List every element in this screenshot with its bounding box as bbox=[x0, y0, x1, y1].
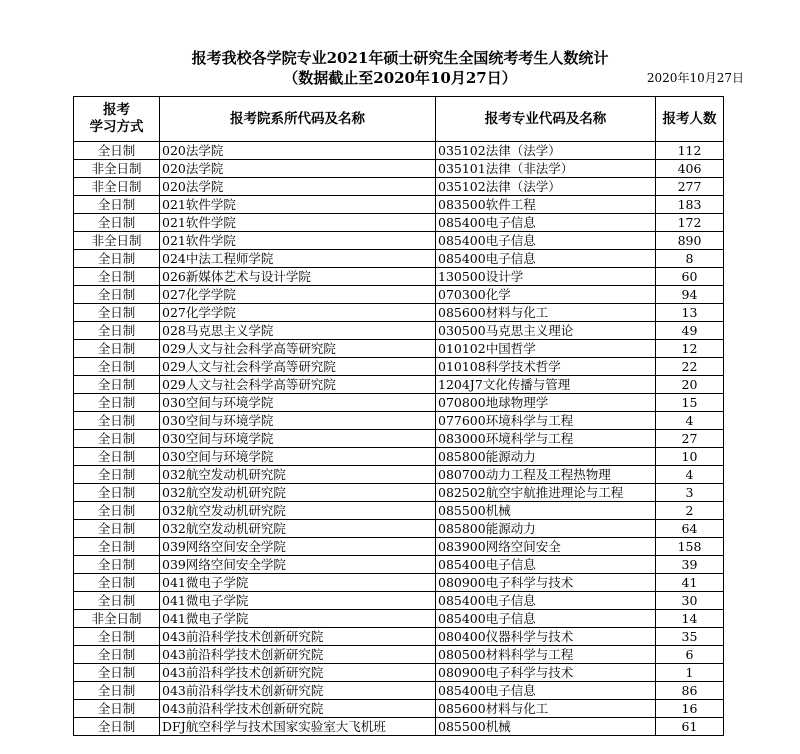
study-mode-cell: 全日制 bbox=[74, 574, 160, 592]
department-cell: 039网络空间安全学院 bbox=[160, 538, 436, 556]
major-cell: 082502航空宇航推进理论与工程 bbox=[436, 484, 656, 502]
department-cell: 030空间与环境学院 bbox=[160, 448, 436, 466]
table-row bbox=[74, 160, 724, 178]
department-cell: 026新媒体艺术与设计学院 bbox=[160, 268, 436, 286]
study-mode-cell: 全日制 bbox=[74, 268, 160, 286]
study-mode-cell: 全日制 bbox=[74, 430, 160, 448]
count-cell: 406 bbox=[656, 160, 724, 178]
study-mode-cell: 全日制 bbox=[74, 304, 160, 322]
department-cell: 028马克思主义学院 bbox=[160, 322, 436, 340]
study-mode-cell: 全日制 bbox=[74, 538, 160, 556]
count-cell: 64 bbox=[656, 520, 724, 538]
study-mode-cell: 全日制 bbox=[74, 664, 160, 682]
count-cell: 49 bbox=[656, 322, 724, 340]
major-cell: 035102法律（法学） bbox=[436, 178, 656, 196]
study-mode-cell: 全日制 bbox=[74, 646, 160, 664]
header-major: 报考专业代码及名称 bbox=[436, 97, 656, 142]
count-cell: 15 bbox=[656, 394, 724, 412]
study-mode-cell: 全日制 bbox=[74, 682, 160, 700]
department-cell: 043前沿科学技术创新研究院 bbox=[160, 682, 436, 700]
table-body bbox=[74, 142, 724, 736]
study-mode-cell: 全日制 bbox=[74, 340, 160, 358]
major-cell: 085400电子信息 bbox=[436, 214, 656, 232]
department-cell: 032航空发动机研究院 bbox=[160, 520, 436, 538]
major-cell: 085800能源动力 bbox=[436, 448, 656, 466]
major-cell: 085500机械 bbox=[436, 718, 656, 736]
table-row bbox=[74, 142, 724, 160]
study-mode-cell: 全日制 bbox=[74, 502, 160, 520]
table-row bbox=[74, 448, 724, 466]
major-cell: 085500机械 bbox=[436, 502, 656, 520]
count-cell: 277 bbox=[656, 178, 724, 196]
count-cell: 4 bbox=[656, 412, 724, 430]
major-cell: 085400电子信息 bbox=[436, 250, 656, 268]
department-cell: 030空间与环境学院 bbox=[160, 412, 436, 430]
count-cell: 6 bbox=[656, 646, 724, 664]
major-cell: 080700动力工程及工程热物理 bbox=[436, 466, 656, 484]
department-cell: 029人文与社会科学高等研究院 bbox=[160, 340, 436, 358]
page-subtitle: （数据截止至2020年10月27日） bbox=[283, 69, 517, 87]
major-cell: 1204J7文化传播与管理 bbox=[436, 376, 656, 394]
table-row bbox=[74, 250, 724, 268]
department-cell: 020法学院 bbox=[160, 142, 436, 160]
table-row bbox=[74, 196, 724, 214]
table-row bbox=[74, 286, 724, 304]
count-cell: 13 bbox=[656, 304, 724, 322]
count-cell: 94 bbox=[656, 286, 724, 304]
count-cell: 86 bbox=[656, 682, 724, 700]
report-date: 2020年10月27日 bbox=[646, 71, 744, 85]
table-row bbox=[74, 304, 724, 322]
department-cell: 030空间与环境学院 bbox=[160, 394, 436, 412]
study-mode-cell: 全日制 bbox=[74, 322, 160, 340]
table-row bbox=[74, 628, 724, 646]
major-cell: 083000环境科学与工程 bbox=[436, 430, 656, 448]
count-cell: 20 bbox=[656, 376, 724, 394]
department-cell: 021软件学院 bbox=[160, 232, 436, 250]
department-cell: 043前沿科学技术创新研究院 bbox=[160, 700, 436, 718]
table-row bbox=[74, 484, 724, 502]
major-cell: 085400电子信息 bbox=[436, 232, 656, 250]
study-mode-cell: 全日制 bbox=[74, 358, 160, 376]
department-cell: 032航空发动机研究院 bbox=[160, 502, 436, 520]
major-cell: 130500设计学 bbox=[436, 268, 656, 286]
count-cell: 61 bbox=[656, 718, 724, 736]
department-cell: 029人文与社会科学高等研究院 bbox=[160, 358, 436, 376]
table-row bbox=[74, 574, 724, 592]
department-cell: 027化学学院 bbox=[160, 304, 436, 322]
count-cell: 22 bbox=[656, 358, 724, 376]
table-row bbox=[74, 340, 724, 358]
study-mode-cell: 全日制 bbox=[74, 142, 160, 160]
major-cell: 030500马克思主义理论 bbox=[436, 322, 656, 340]
department-cell: 027化学学院 bbox=[160, 286, 436, 304]
count-cell: 10 bbox=[656, 448, 724, 466]
count-cell: 14 bbox=[656, 610, 724, 628]
table-header-row bbox=[74, 97, 724, 142]
header-department: 报考院系所代码及名称 bbox=[160, 97, 436, 142]
major-cell: 080900电子科学与技术 bbox=[436, 574, 656, 592]
study-mode-cell: 全日制 bbox=[74, 214, 160, 232]
major-cell: 085400电子信息 bbox=[436, 556, 656, 574]
department-cell: 029人文与社会科学高等研究院 bbox=[160, 376, 436, 394]
table-row bbox=[74, 430, 724, 448]
table-row bbox=[74, 718, 724, 736]
table-row bbox=[74, 358, 724, 376]
count-cell: 12 bbox=[656, 340, 724, 358]
major-cell: 070300化学 bbox=[436, 286, 656, 304]
table-row bbox=[74, 664, 724, 682]
count-cell: 39 bbox=[656, 556, 724, 574]
table-row bbox=[74, 682, 724, 700]
department-cell: 032航空发动机研究院 bbox=[160, 484, 436, 502]
department-cell: 020法学院 bbox=[160, 178, 436, 196]
count-cell: 3 bbox=[656, 484, 724, 502]
table-row bbox=[74, 592, 724, 610]
table-row bbox=[74, 322, 724, 340]
study-mode-cell: 全日制 bbox=[74, 412, 160, 430]
table-row bbox=[74, 610, 724, 628]
count-cell: 41 bbox=[656, 574, 724, 592]
study-mode-cell: 全日制 bbox=[74, 250, 160, 268]
study-mode-cell: 全日制 bbox=[74, 556, 160, 574]
major-cell: 010108科学技术哲学 bbox=[436, 358, 656, 376]
major-cell: 085400电子信息 bbox=[436, 592, 656, 610]
study-mode-cell: 全日制 bbox=[74, 592, 160, 610]
table-row bbox=[74, 556, 724, 574]
department-cell: 021软件学院 bbox=[160, 214, 436, 232]
department-cell: 030空间与环境学院 bbox=[160, 430, 436, 448]
department-cell: 032航空发动机研究院 bbox=[160, 466, 436, 484]
table-row bbox=[74, 520, 724, 538]
table-row bbox=[74, 502, 724, 520]
table-row bbox=[74, 232, 724, 250]
study-mode-cell: 全日制 bbox=[74, 196, 160, 214]
department-cell: 021软件学院 bbox=[160, 196, 436, 214]
study-mode-cell: 全日制 bbox=[74, 448, 160, 466]
study-mode-cell: 非全日制 bbox=[74, 232, 160, 250]
count-cell: 27 bbox=[656, 430, 724, 448]
department-cell: 041微电子学院 bbox=[160, 592, 436, 610]
study-mode-cell: 全日制 bbox=[74, 718, 160, 736]
table-row bbox=[74, 646, 724, 664]
page-title: 报考我校各学院专业2021年硕士研究生全国统考考生人数统计 bbox=[191, 49, 609, 67]
count-cell: 4 bbox=[656, 466, 724, 484]
table-row bbox=[74, 700, 724, 718]
count-cell: 2 bbox=[656, 502, 724, 520]
major-cell: 085600材料与化工 bbox=[436, 700, 656, 718]
table-row bbox=[74, 412, 724, 430]
department-cell: 024中法工程师学院 bbox=[160, 250, 436, 268]
table-row bbox=[74, 214, 724, 232]
major-cell: 070800地球物理学 bbox=[436, 394, 656, 412]
study-mode-cell: 全日制 bbox=[74, 484, 160, 502]
department-cell: 020法学院 bbox=[160, 160, 436, 178]
department-cell: 041微电子学院 bbox=[160, 574, 436, 592]
department-cell: 039网络空间安全学院 bbox=[160, 556, 436, 574]
major-cell: 085800能源动力 bbox=[436, 520, 656, 538]
count-cell: 30 bbox=[656, 592, 724, 610]
table-row bbox=[74, 178, 724, 196]
major-cell: 035102法律（法学） bbox=[436, 142, 656, 160]
header-study-mode-line2: 学习方式 bbox=[89, 119, 144, 135]
study-mode-cell: 全日制 bbox=[74, 520, 160, 538]
department-cell: 043前沿科学技术创新研究院 bbox=[160, 664, 436, 682]
count-cell: 35 bbox=[656, 628, 724, 646]
count-cell: 60 bbox=[656, 268, 724, 286]
header-study-mode-line1: 报考 bbox=[103, 102, 130, 118]
department-cell: 043前沿科学技术创新研究院 bbox=[160, 646, 436, 664]
header-count: 报考人数 bbox=[656, 97, 724, 142]
major-cell: 083900网络空间安全 bbox=[436, 538, 656, 556]
department-cell: 043前沿科学技术创新研究院 bbox=[160, 628, 436, 646]
major-cell: 085400电子信息 bbox=[436, 610, 656, 628]
department-cell: 041微电子学院 bbox=[160, 610, 436, 628]
major-cell: 080500材料科学与工程 bbox=[436, 646, 656, 664]
count-cell: 112 bbox=[656, 142, 724, 160]
table-row bbox=[74, 538, 724, 556]
study-mode-cell: 全日制 bbox=[74, 628, 160, 646]
major-cell: 083500软件工程 bbox=[436, 196, 656, 214]
department-cell: DFJ航空科学与技术国家实验室大飞机班 bbox=[160, 718, 436, 736]
major-cell: 085600材料与化工 bbox=[436, 304, 656, 322]
table-row bbox=[74, 466, 724, 484]
study-mode-cell: 全日制 bbox=[74, 376, 160, 394]
major-cell: 035101法律（非法学） bbox=[436, 160, 656, 178]
count-cell: 172 bbox=[656, 214, 724, 232]
major-cell: 077600环境科学与工程 bbox=[436, 412, 656, 430]
study-mode-cell: 全日制 bbox=[74, 466, 160, 484]
count-cell: 890 bbox=[656, 232, 724, 250]
major-cell: 010102中国哲学 bbox=[436, 340, 656, 358]
count-cell: 183 bbox=[656, 196, 724, 214]
count-cell: 8 bbox=[656, 250, 724, 268]
major-cell: 085400电子信息 bbox=[436, 682, 656, 700]
major-cell: 080900电子科学与技术 bbox=[436, 664, 656, 682]
study-mode-cell: 非全日制 bbox=[74, 178, 160, 196]
count-cell: 158 bbox=[656, 538, 724, 556]
study-mode-cell: 非全日制 bbox=[74, 160, 160, 178]
study-mode-cell: 非全日制 bbox=[74, 610, 160, 628]
header-study-mode bbox=[74, 97, 160, 142]
count-cell: 1 bbox=[656, 664, 724, 682]
table-row bbox=[74, 376, 724, 394]
applicant-count-table bbox=[73, 96, 724, 736]
count-cell: 16 bbox=[656, 700, 724, 718]
table-row bbox=[74, 394, 724, 412]
study-mode-cell: 全日制 bbox=[74, 700, 160, 718]
study-mode-cell: 全日制 bbox=[74, 394, 160, 412]
table-row bbox=[74, 268, 724, 286]
study-mode-cell: 全日制 bbox=[74, 286, 160, 304]
major-cell: 080400仪器科学与技术 bbox=[436, 628, 656, 646]
